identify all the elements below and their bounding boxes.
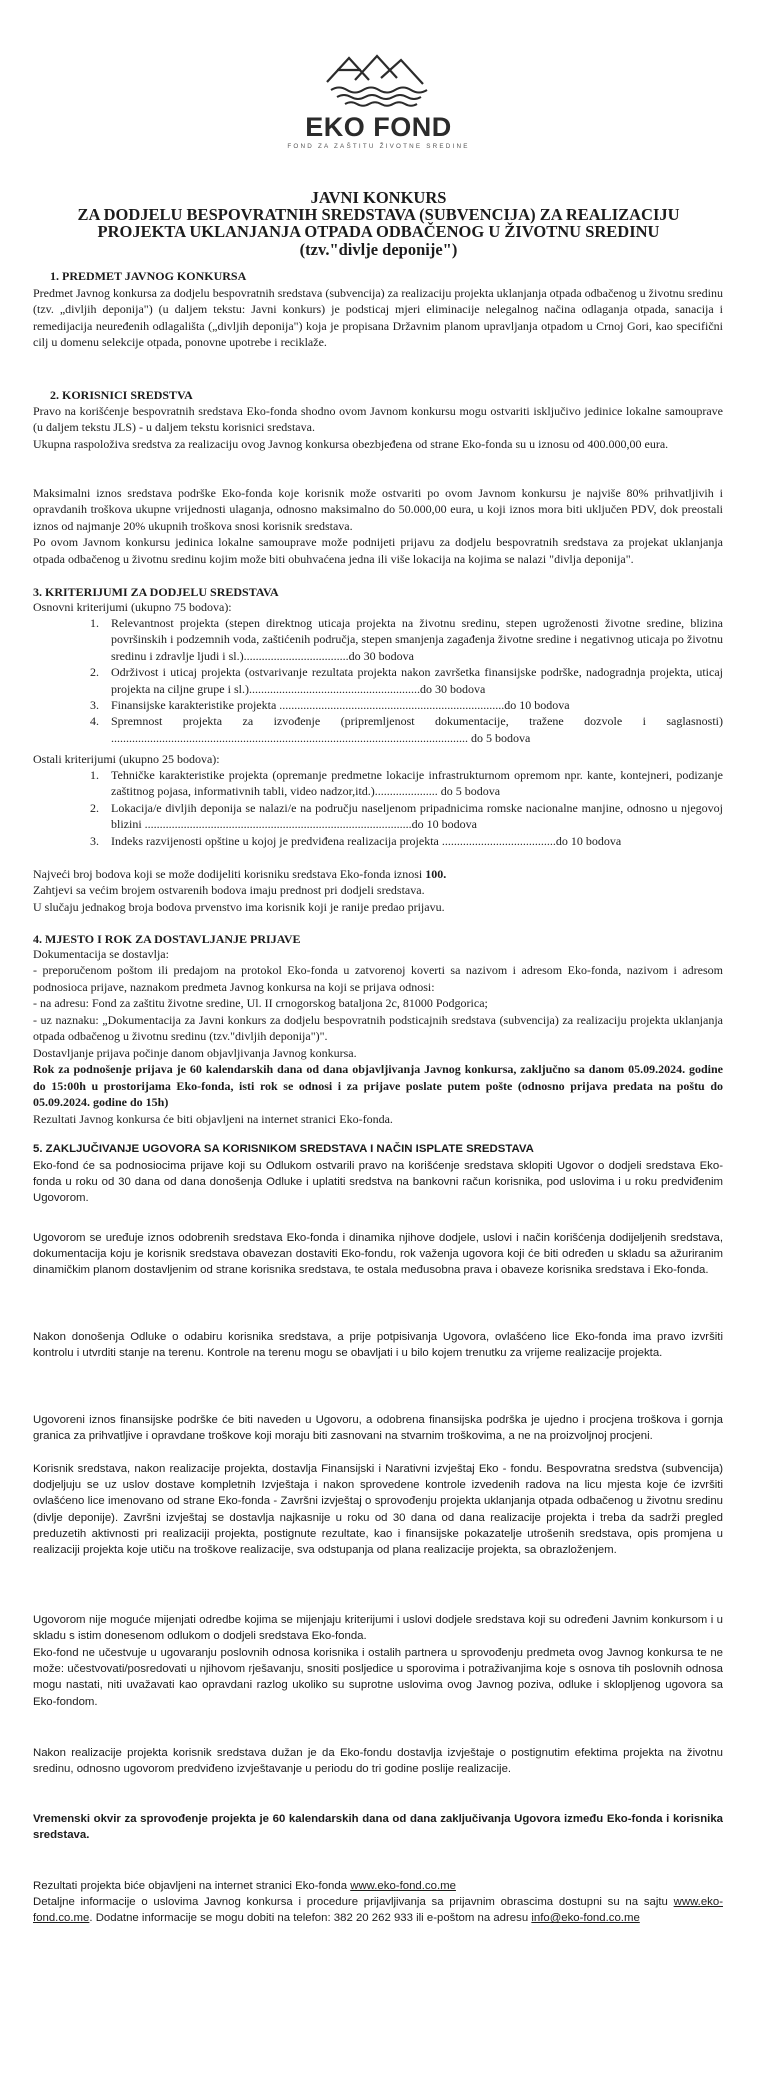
title-line-2: ZA DODJELU BESPOVRATNIH SREDSTAVA (SUBVENCIJA) ZA REALIZACIJU xyxy=(77,205,680,225)
tie-line: U slučaju jednakog broja bodova prvenstvo ima korisnik koji je ranije predao prijavu. xyxy=(33,899,445,914)
section-5-p7: Eko-fond ne učestvuje u ugovaranju poslovnih odnosa korisnika i ostalih partnera u sprovođenju predmeta ovog Javnog konkursa te ne može: učestvovati/posredovati u njihovom rješavanju, snositi posljedice u sporovima i potraživanjima koje s osnova tih poslovnih odnosa mogu nastati, niti uvažavati kao opravdani razlog ukoliko su suprotne uslovima ovog Javnog poziva, odluke i sklopljenog ugovora sa Eko-fondom. xyxy=(33,1647,723,1708)
section-4-results: Rezultati Javnog konkursa će biti objavljeni na internet stranici Eko-fonda. xyxy=(33,1111,393,1126)
logo-name: EKO FOND xyxy=(305,112,452,142)
results-text: Rezultati projekta biće objavljeni na internet stranici Eko-fonda xyxy=(33,1880,351,1892)
section-5-p2: Ugovorom se uređuje iznos odobrenih sredstava Eko-fonda i dinamika njihove dodjele, uslovi i način korišćenja dodijeljenih sredstava, dokumentacija koju je korisnik sredstava obavezan dostaviti Eko-fondu, rok važenja ugovora koji će biti određen u skladu sa ažuriranim dinamičkim planom dostavljenim od strane korisnika sredstava, te ostala međusobna prava i obaveze korisnika sredstava i Eko-fonda. xyxy=(33,1232,723,1277)
title-line-4: (tzv."divlje deponije") xyxy=(299,239,458,259)
mountains-logo-icon xyxy=(319,52,439,110)
max-points-text: Najveći broj bodova koji se može dodijeliti korisniku sredstava Eko-fonda iznosi xyxy=(33,867,426,881)
other-criteria-list xyxy=(33,767,723,849)
other-criteria-title-text: Ostali kriterijumi (ukupno 25 bodova): xyxy=(33,752,220,766)
basic-item xyxy=(33,664,723,697)
eko-fond-website-link-2[interactable]: www.eko-fond.co.me xyxy=(33,1896,723,1925)
section-2-body-2 xyxy=(33,485,723,567)
other-item-text: Indeks razvijenosti opštine u kojoj je predviđena realizacija projekta ......................................do 10 bodova xyxy=(111,833,622,848)
info-text-a: Detaljne informacije o uslovima Javnog konkursa i procedure prijavljivanja sa prijavnim obrascima dostupni su na sajtu xyxy=(33,1896,674,1908)
section-3-notes xyxy=(33,866,723,915)
eko-fond-logo xyxy=(0,52,757,152)
basic-item-number: 1. xyxy=(90,616,99,630)
section-4-line-4: - uz naznaku: „Dokumentacija za Javni konkurs za dodjelu bespovratnih podsticajnih sredstava (subvencija) za realizaciju projekta uklanjanja otpada odbačenog u životnu sredinu (tzv."divljih deponija")". xyxy=(33,1012,723,1044)
section-5-p9: Vremenski okvir za sprovođenje projekta je 60 kalendarskih dana od dana zaključivanja Ugovora između Eko-fonda i korisnika sredstava. xyxy=(33,1813,723,1842)
section-4-line-1: Dokumentacija se dostavlja: xyxy=(33,947,169,961)
section-4-line-5: Dostavljanje prijava počinje danom objavljivanja Javnog konkursa. xyxy=(33,1045,357,1060)
section-5-p4: Ugovoreni iznos finansijske podrške će biti naveden u Ugovoru, a odobrena finansijska podrška je ujedno i procjena troškova i gornja granica za prihvatljive i opravdane troškove koji moraju biti zasnovani na stvarnim troškovima, a ne na proizvoljnoj procjeni. xyxy=(33,1414,723,1443)
section-5-p1: Eko-fond će sa podnosiocima prijave koji su Odlukom ostvarili pravo na korišćenje sredstava sklopiti Ugovor o dodjeli sredstava Eko-fonda u roku od 30 dana od dana donošenja Odluke i uplatiti sredstva na bankovni račun korisnika, pod uslovima i u roku predviđenim Ugovorom. xyxy=(33,1160,723,1205)
section-5-p10 xyxy=(33,1878,723,1894)
basic-item-text: Relevantnost projekta (stepen direktnog uticaja projekta na životnu sredinu, stepen ugroženosti životne sredine, blizina površinskih i podzemnih voda, zaštićenih područja, stepen smanjenja zagađenja životne sredine i negativnog uticaja po životnu sredinu i zdravlje ljudi i sl.)...................................do 30 bodova xyxy=(111,616,723,663)
priority-line: Zahtjevi sa većim brojem ostvarenih bodova imaju prednost pri dodjeli sredstava. xyxy=(33,883,425,898)
basic-criteria-title xyxy=(33,599,723,615)
section-4-line-3: - na adresu: Fond za zaštitu životne sredine, Ul. II crnogorskog bataljona 2c, 81000 Podgorica; xyxy=(33,996,488,1011)
info-text-b: . Dodatne informacije se mogu dobiti na telefon: 382 20 262 933 ili e-poštom na adresu xyxy=(89,1912,532,1925)
basic-item xyxy=(33,713,723,746)
section-5-p5: Korisnik sredstava, nakon realizacije projekta, dostavlja Finansijski i Narativni izvještaj Eko - fondu. Bespovratna sredstva (subvencija) dodjeljuju se uz uslov dostave kompletnih Izvještaja i nakon sprovedene kontrole izvedenih radova na licu mjesta koje će izvršiti ovlašćeno lice imenovano od strane Eko-fonda - Završni izvještaj o sprovođenju projekta uklanjanja otpada odbačenog u životnu sredinu (divlje deponije). Završni izvještaj se dostavlja najkasnije u roku od 30 dana od dana realizacije projekta i treba da sadrži pregled preduzetih aktivnosti pri realizaciji projekta, postignute rezultate, kao i finansijske pokazatelje utrošenih sredstava, opis promjena u realizaciji projekta koje utiču na troškove realizacije, sva odstupanja od plana realizacije projekta, sa obrazloženjem. xyxy=(33,1463,723,1557)
basic-criteria-list xyxy=(33,615,723,746)
document-title xyxy=(0,189,757,258)
section-1-paragraph: Predmet Javnog konkursa za dodjelu bespovratnih sredstava (subvencija) za realizaciju projekta uklanjanja otpada odbačenog u životnu sredinu (tzv. „divljih deponija") (u daljem tekstu: Javni konkurs) je podsticaj mjeri eliminacije nelegalnog načina odlaganja otpada, sanacija i remedijacija neuređenih odlagališta („divljih deponija") koja je propisana Državnim planom upravljanja otpadom u Crnoj Gori, kao specifični cilj u domenu selekcije otpada, ponovne upotrebe i reciklaže. xyxy=(33,286,723,350)
section-3-heading: 3. KRITERIJUMI ZA DODJELU SREDSTAVA xyxy=(33,585,279,599)
section-2-body xyxy=(33,403,723,452)
basic-item-number: 3. xyxy=(90,698,99,713)
section-5-p11 xyxy=(33,1894,723,1926)
section-5-p6: Ugovorom nije moguće mijenjati odredbe kojima se mijenjaju kriterijumi i uslovi dodjele sredstava koji su određeni Javnim konkursom i u skladu s istim donesenom odlukom o dodjeli sredstava Eko-fonda. xyxy=(33,1614,723,1643)
other-item-text: Lokacija/e divljih deponija se nalazi/e na području naseljenom pripadnicima romske nacionalne manjine, odnosno u njegovoj blizini .........................................................................................do 10 bodova xyxy=(111,800,723,832)
title-line-3: PROJEKTA UKLANJANJA OTPADA ODBAČENOG U ŽIVOTNU SREDINU xyxy=(97,222,660,242)
basic-item-text: Finansijske karakteristike projekta ...........................................................................do 10 bodova xyxy=(111,698,570,713)
basic-item xyxy=(33,697,723,713)
other-criteria-title xyxy=(33,751,723,767)
max-points-value: 100. xyxy=(425,867,447,881)
section-1-heading: 1. PREDMET JAVNOG KONKURSA xyxy=(50,269,247,283)
other-item-text: Tehničke karakteristike projekta (opremanje predmetne lokacije infrastrukturnom opremom npr. kante, kontejneri, podizanje zaštitnog pojasa, informativnih tabli, video nadzor,itd.)..................... do 5 bodova xyxy=(111,768,723,799)
section-2-heading: 2. KORISNICI SREDSTVA xyxy=(50,388,193,402)
section-4-heading: 4. MJESTO I ROK ZA DOSTAVLJANJE PRIJAVE xyxy=(33,932,301,946)
basic-item-text: Održivost i uticaj projekta (ostvarivanje rezultata projekta nakon završetka finansijske podrške, nadogradnja projekta, uticaj projekta na ciljne grupe i sl.).........................................................do 30 bodova xyxy=(111,665,723,696)
other-item xyxy=(33,800,723,833)
section-4-body xyxy=(33,946,723,1127)
logo-tagline: FOND ZA ZAŠTITU ŽIVOTNE SREDINE xyxy=(287,143,470,150)
section-2-paragraph-2: Ukupna raspoloživa sredstva za realizaciju ovog Javnog konkursa obezbjeđena od strane Eko-fonda su u iznosu od 400.000,00 eura. xyxy=(33,436,669,451)
other-item-number: 3. xyxy=(90,833,99,848)
section-4-deadline: Rok za podnošenje prijava je 60 kalendarskih dana od dana objavljivanja Javnog konkursa, zaključno sa danom 05.09.2024. godine do 15:00h u prostorijama Eko-fonda, isti rok se odnosi i za prijave poslate putem pošte (odnosno prijava predata na poštu do 05.09.2024. godine do 15h) xyxy=(33,1062,723,1110)
section-5-p3: Nakon donošenja Odluke o odabiru korisnika sredstava, a prije potpisivanja Ugovora, ovlašćeno lice Eko-fonda ima pravo izvršiti kontrolu i utvrditi stanje na terenu. Kontrole na terenu mogu se obavljati i u bilo kojem trenutku za vrijeme realizacije projekta. xyxy=(33,1331,723,1360)
section-2-paragraph-3: Maksimalni iznos sredstava podrške Eko-fonda koje korisnik može ostvariti po ovom Javnom konkursu je najviše 80% prihvatljivih i opravdanih troškova ukupne vrijednosti ulaganja, odnosno maksimalno do 50.000,00 eura, u koji iznos mora biti uključen PDV, dok preostali iznos od najmanje 20% ukupnih troškova snosi korisnik sredstava. xyxy=(33,486,723,533)
section-5-p8: Nakon realizacije projekta korisnik sredstava dužan je da Eko-fondu dostavlja izvještaje o postignutim efektima projekta na životnu sredinu, odnosno ugovorom predviđeno izvještavanje u periodu do tri godine poslije realizacije. xyxy=(33,1747,723,1776)
other-item-number: 1. xyxy=(90,768,99,782)
basic-item-number: 2. xyxy=(90,665,99,680)
section-2-paragraph-4: Po ovom Javnom konkursu jedinica lokalne samouprave može podnijeti prijavu za dodjelu bespovratnih sredstava za projekat uklanjanja otpada odbačenog u životnu sredinu kojim može biti obuhvaćena jedna ili više lokacija na kojima se nalazi "divlja deponija". xyxy=(33,535,723,566)
eko-fond-website-link[interactable]: www.eko-fond.co.me xyxy=(350,1880,456,1892)
basic-item-text: Spremnost projekta za izvođenje (pripremljenost dokumentacije, tražene dozvole i saglasnosti) ....................................................................................................................... do 5 bodova xyxy=(111,714,723,745)
section-5-heading: 5. ZAKLJUČIVANJE UGOVORA SA KORISNIKOM SREDSTAVA I NAČIN ISPLATE SREDSTAVA xyxy=(33,1143,534,1155)
other-item xyxy=(33,833,723,849)
section-4-line-2: - preporučenom poštom ili predajom na protokol Eko-fonda u zatvorenoj koverti sa nazivom i adresom Eko-fonda, nazivom i adresom podnosioca prijave, naznakom predmeta Javnog konkursa na koji se prijava odnosi: xyxy=(33,963,723,994)
other-item xyxy=(33,767,723,800)
basic-item xyxy=(33,615,723,664)
basic-criteria-title-text: Osnovni kriterijumi (ukupno 75 bodova): xyxy=(33,600,232,614)
max-points-line xyxy=(33,866,723,882)
other-item-number: 2. xyxy=(90,800,99,815)
basic-item-number: 4. xyxy=(90,714,99,729)
email-link[interactable]: info@eko-fond.co.me xyxy=(531,1912,640,1925)
section-2-paragraph-1: Pravo na korišćenje bespovratnih sredstava Eko-fonda shodno ovom Javnom konkursu mogu ostvariti isključivo jedinice lokalne samouprave (u daljem tekstu JLS) - u daljem tekstu korisnici sredstava. xyxy=(33,404,723,435)
title-line-1: JAVNI KONKURS xyxy=(310,188,447,207)
section-1-body xyxy=(33,285,723,351)
